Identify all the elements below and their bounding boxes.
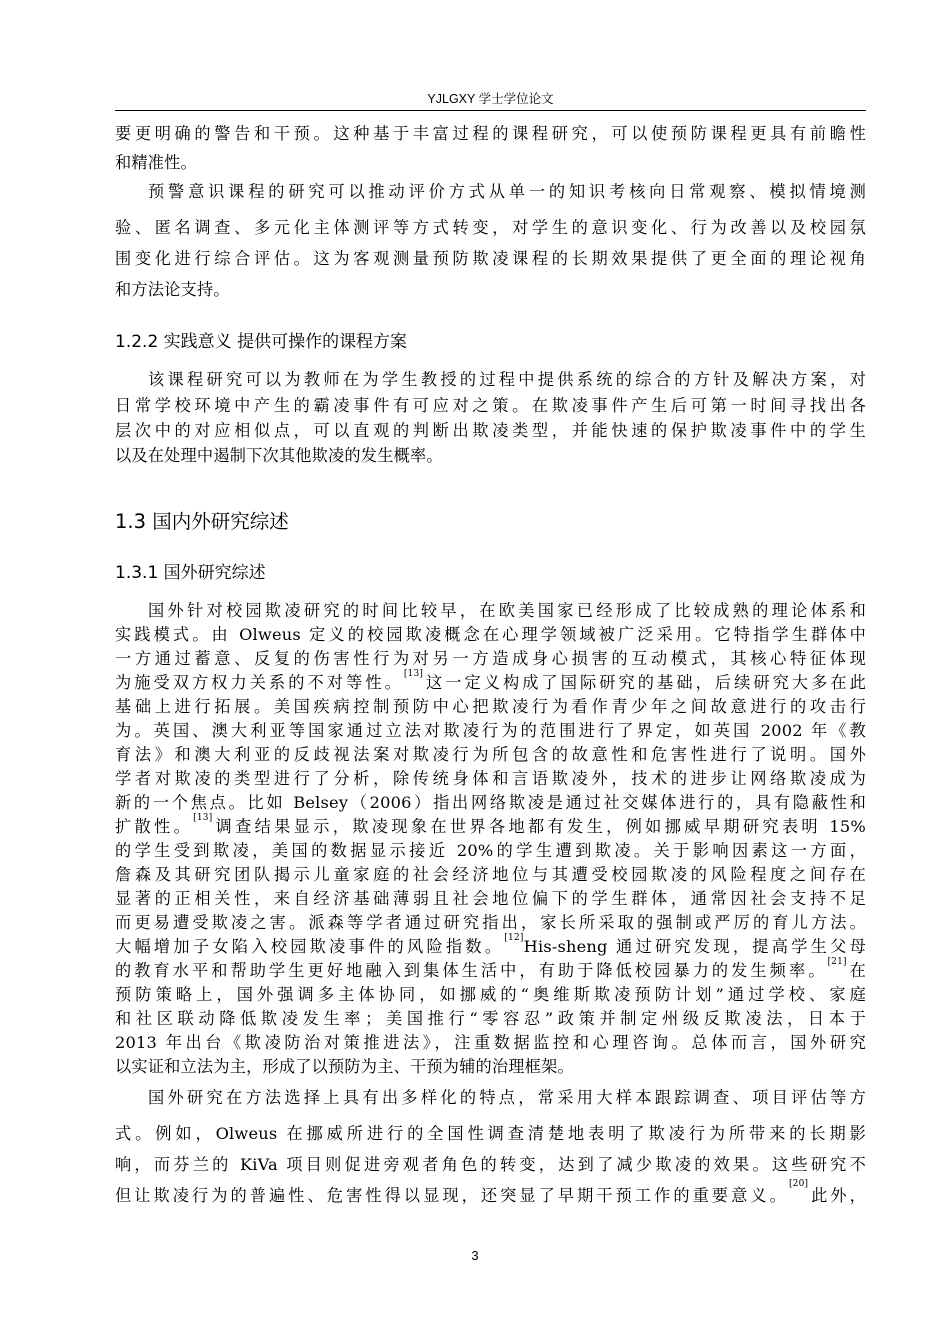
- body-line: 扩散性。[13]调查结果显示，欺凌现象在世界各地都有发生，例如挪威早期研究表明 15%: [115, 813, 866, 836]
- body-line: 预警意识课程的研究可以推动评价方式从单一的知识考核向日常观察、模拟情境测: [148, 182, 866, 201]
- body-line: 和方法论支持。: [115, 280, 230, 299]
- section-heading: 1.3.1 国外研究综述: [115, 563, 266, 583]
- citation: [13]: [193, 813, 213, 823]
- body-line: 验、匿名调查、多元化主体测评等方式转变，对学生的意识变化、行为改善以及校园氛: [115, 218, 866, 237]
- body-line: 和社区联动降低欺凌发生率；美国推行“零容忍”政策并制定州级反欺凌法，日本于: [115, 1009, 866, 1028]
- citation: [12]: [504, 933, 524, 943]
- body-line: 国外研究在方法选择上具有出多样化的特点，常采用大样本跟踪调查、项目评估等方: [148, 1088, 866, 1107]
- body-line: 学者对欺凌的类型进行了分析，除传统身体和言语欺凌外，技术的进步让网络欺凌成为: [115, 769, 866, 788]
- section-heading: 1.2.2 实践意义 提供可操作的课程方案: [115, 332, 408, 352]
- body-line: 一方通过蓄意、反复的伤害性行为对另一方造成身心损害的互动模式，其核心特征体现: [115, 649, 866, 668]
- chapter-section-heading: 1.3 国内外研究综述: [115, 510, 289, 533]
- body-line: 的学生受到欺凌，美国的数据显示接近 20%的学生遭到欺凌。关于影响因素这一方面，: [115, 841, 866, 860]
- header-rule: [115, 110, 866, 111]
- body-line: 以及在处理中遏制下次其他欺凌的发生概率。: [115, 446, 443, 465]
- body-line: 为。英国、澳大利亚等国家通过立法对欺凌行为的范围进行了界定，如英国 2002 年《教: [115, 721, 866, 740]
- body-line: 要更明确的警告和干预。这种基于丰富过程的课程研究，可以使预防课程更具有前瞻性: [115, 124, 866, 143]
- body-line: 层次中的对应相似点，可以直观的判断出欺凌类型，并能快速的保护欺凌事件中的学生: [115, 421, 866, 440]
- body-line: 基础上进行拓展。美国疾病控制预防中心把欺凌行为看作青少年之间故意进行的攻击行: [115, 697, 866, 716]
- body-line: 而更易遭受欺凌之害。派森等学者通过研究指出，家长所采取的强制或严厉的育儿方法。: [115, 913, 866, 932]
- body-line: 围变化进行综合评估。这为客观测量预防欺凌课程的长期效果提供了更全面的理论视角: [115, 249, 866, 268]
- body-line: 但让欺凌行为的普遍性、危害性得以显现，还突显了早期干预工作的重要意义。[20]此外，: [115, 1179, 867, 1205]
- citation: [20]: [788, 1179, 809, 1189]
- body-line: 国外针对校园欺凌研究的时间比较早，在欧美国家已经形成了比较成熟的理论体系和: [148, 601, 866, 620]
- body-line: 的教育水平和帮助学生更好地融入到集体生活中，有助于降低校园暴力的发生频率。[21]在: [115, 957, 866, 980]
- citation: [21]: [827, 957, 847, 967]
- body-line: 预防策略上，国外强调多主体协同，如挪威的“奥维斯欺凌预防计划”通过学校、家庭: [115, 985, 866, 1004]
- body-line: 大幅增加子女陷入校园欺凌事件的风险指数。[12]His-sheng 通过研究发现，提高学生父母: [115, 933, 867, 956]
- page-header: YJLGXY 学士学位论文: [427, 92, 554, 106]
- body-line: 2013 年出台《欺凌防治对策推进法》，注重数据监控和心理咨询。总体而言，国外研究: [115, 1033, 866, 1052]
- body-line: 和精准性。: [115, 153, 197, 172]
- page-number: 3: [471, 1248, 479, 1263]
- body-line: 该课程研究可以为教师在为学生教授的过程中提供系统的综合的方针及解决方案，对: [148, 370, 866, 389]
- body-line: 育法》和澳大利亚的反歧视法案对欺凌行为所包含的故意性和危害性进行了说明。国外: [115, 745, 866, 764]
- body-line: 实践模式。由 Olweus 定义的校园欺凌概念在心理学领域被广泛采用。它特指学生群体中: [115, 625, 866, 644]
- body-line: 响，而芬兰的 KiVa 项目则促进旁观者角色的转变，达到了减少欺凌的效果。这些研究不: [115, 1155, 866, 1174]
- body-line: 日常学校环境中产生的霸凌事件有可应对之策。在欺凌事件产生后可第一时间寻找出各: [115, 396, 866, 415]
- body-line: 以实证和立法为主，形成了以预防为主、干预为辅的治理框架。: [115, 1057, 574, 1076]
- body-line: 式。例如，Olweus 在挪威所进行的全国性调查清楚地表明了欺凌行为所带来的长期影: [115, 1124, 866, 1143]
- body-line: 詹森及其研究团队揭示儿童家庭的社会经济地位与其遭受校园欺凌的风险程度之间存在: [115, 865, 866, 884]
- body-line: 为施受双方权力关系的不对等性。[13]这一定义构成了国际研究的基础，后续研究大多在此: [115, 669, 867, 692]
- citation: [13]: [403, 669, 424, 679]
- body-line: 新的一个焦点。比如 Belsey（2006）指出网络欺凌是通过社交媒体进行的，具有隐蔽性和: [115, 793, 866, 812]
- body-line: 显著的正相关性，来自经济基础薄弱且社会地位偏下的学生群体，通常因社会支持不足: [115, 889, 866, 908]
